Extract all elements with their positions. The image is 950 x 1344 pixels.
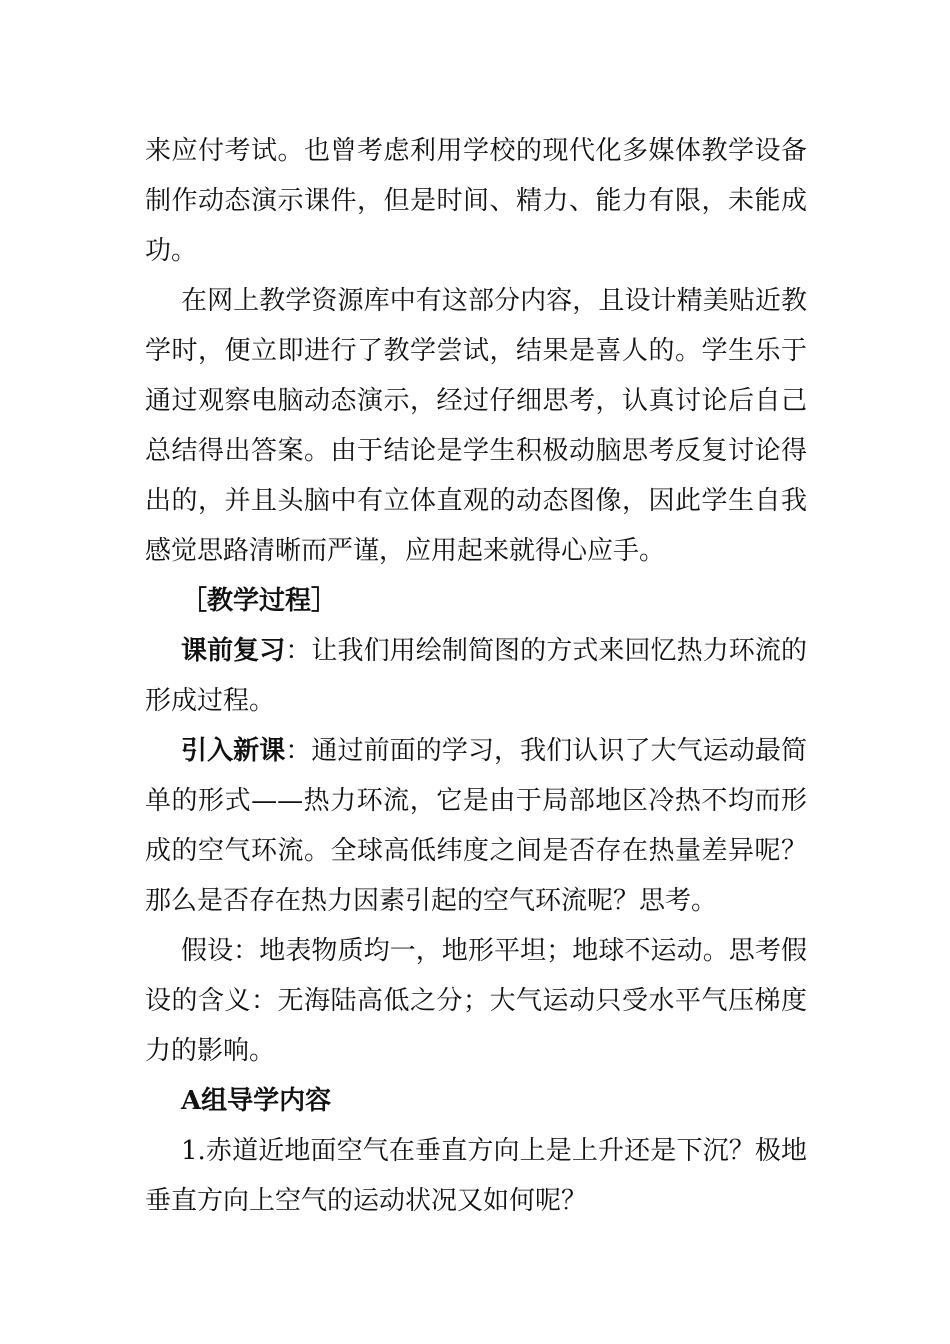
label-new-lesson: 引入新课 (181, 736, 286, 766)
paragraph-pre-class-review (145, 626, 807, 726)
paragraph-online-resources: 在网上教学资源库中有这部分内容，且设计精美贴近教学时，便立即进行了教学尝试，结果是喜人的。学生乐于通过观察电脑动态演示，经过仔细思考，认真讨论后自己总结得出答案。由于结论是学生积极动脑思考反复讨论得出的，并且头脑中有立体直观的动态图像，因此学生自我感觉思路清晰而严谨，应用起来就得心应手。 (145, 286, 807, 566)
text-pre-class-review: ：让我们用绘制简图的方式来回忆热力环流的形成过程。 (145, 636, 807, 716)
document-page (145, 126, 807, 1226)
paragraph-new-lesson (145, 726, 807, 926)
paragraph-question-1: 1.赤道近地面空气在垂直方向上是上升还是下沉？极地垂直方向上空气的运动状况又如何呢？ (145, 1136, 807, 1216)
section-heading-teaching-process: ［教学过程］ (181, 586, 338, 616)
label-pre-class-review: 课前复习 (181, 636, 286, 666)
paragraph-assumption: 假设：地表物质均一，地形平坦；地球不运动。思考假设的含义：无海陆高低之分；大气运动只受水平气压梯度力的影响。 (145, 936, 807, 1066)
text-new-lesson: ：通过前面的学习，我们认识了大气运动最简单的形式——热力环流，它是由于局部地区冷热不均而形成的空气环流。全球高低纬度之间是否存在热量差异呢？那么是否存在热力因素引起的空气环流呢？思考。 (145, 736, 807, 916)
section-heading-group-a: A组导学内容 (181, 1086, 332, 1116)
paragraph-continuation: 来应付考试。也曾考虑利用学校的现代化多媒体教学设备制作动态演示课件，但是时间、精力、能力有限，未能成功。 (145, 136, 807, 266)
